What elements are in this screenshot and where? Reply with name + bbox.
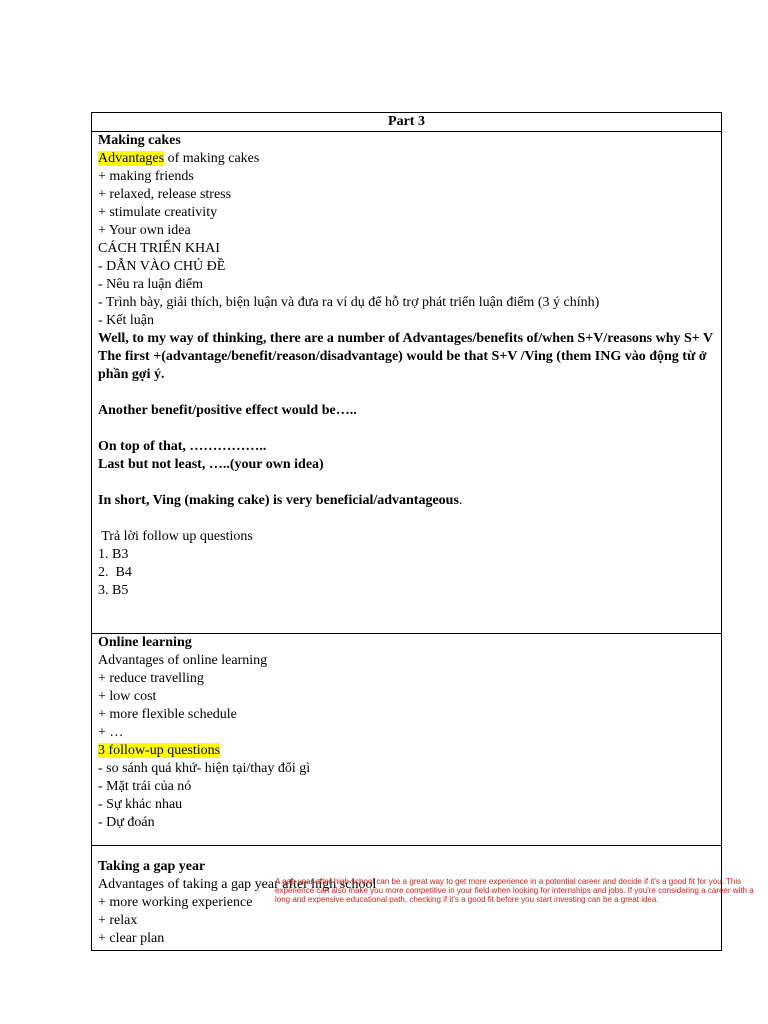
point-item: + more flexible schedule — [98, 707, 237, 722]
point-item: + relaxed, release stress — [98, 187, 232, 202]
point-item: + stimulate creativity — [98, 205, 218, 220]
followup-item: 2. B4 — [98, 565, 132, 580]
template-sentence-3: Another benefit/positive effect would be….. — [98, 403, 357, 418]
step-item: - Trình bày, giải thích, biện luận và đưa ra ví dụ để hỗ trợ phát triển luận điểm (3 ý chính) — [98, 295, 600, 310]
questions-title-line — [98, 742, 715, 760]
point-item: + clear plan — [98, 931, 165, 946]
point-item: + relax — [98, 913, 138, 928]
section-heading: Online learning — [98, 635, 192, 650]
section-subtitle: Advantages of taking a gap year after high school — [98, 877, 377, 892]
content-table — [91, 112, 754, 951]
advantages-line — [98, 150, 715, 168]
followup-title: Trả lời follow up questions — [98, 529, 253, 544]
template-sentence-6-end: . — [458, 493, 463, 508]
template-sentence-4: On top of that, …………….. — [98, 439, 267, 454]
step-item: - Nêu ra luận điểm — [98, 277, 203, 292]
template-sentence-6-bold: In short, Ving (making cake) is very beneficial/advantageous — [98, 493, 459, 508]
template-sentence-5: Last but not least, …..(your own idea) — [98, 457, 324, 472]
method-title: CÁCH TRIỂN KHAI — [98, 241, 220, 256]
followup-item: 3. B5 — [98, 583, 129, 598]
part-title: Part 3 — [92, 113, 721, 132]
question-item: - so sánh quá khứ- hiện tại/thay đổi gì — [98, 761, 311, 776]
step-item: - DẪN VÀO CHỦ ĐỀ — [98, 259, 226, 274]
section-gap-year — [92, 846, 754, 950]
section-making-cakes — [92, 132, 721, 634]
template-sentence-1: Well, to my way of thinking, there are a number of Advantages/benefits of/when S+V/reasons why S+ V — [98, 331, 714, 346]
point-item: + making friends — [98, 169, 194, 184]
section-online-learning — [92, 634, 721, 846]
highlighted-word: Advantages — [98, 151, 165, 166]
point-item: + low cost — [98, 689, 157, 704]
question-item: - Mặt trái của nó — [98, 779, 192, 794]
questions-title: 3 follow-up questions — [98, 743, 221, 758]
question-item: - Sự khác nhau — [98, 797, 183, 812]
point-item: + more working experience — [98, 895, 253, 910]
point-item: + Your own idea — [98, 223, 191, 238]
template-sentence-2: The first +(advantage/benefit/reason/disadvantage) would be that S+V /Ving (them ING vào động từ ở phần gợi ý. — [98, 349, 707, 382]
advantages-rest: of making cakes — [164, 151, 260, 166]
question-item: - Dự đoán — [98, 815, 155, 830]
followup-item: 1. B3 — [98, 547, 129, 562]
point-item: + … — [98, 725, 124, 740]
gap-year-note: A gap year after high school can be a great way to get more experience in a potential career and decide if it's a good fit for you. This experience can also make you more competitive in your field when looking for internships and jobs. If you're considering a career with a long and expensive educational path, checking if it's a good fit before you start investing can be a great idea. — [275, 877, 754, 904]
section-heading: Taking a gap year — [98, 859, 206, 874]
step-item: - Kết luận — [98, 313, 154, 328]
section-heading: Making cakes — [98, 133, 181, 148]
template-sentence-6 — [98, 492, 715, 510]
section-subtitle: Advantages of online learning — [98, 653, 268, 668]
point-item: + reduce travelling — [98, 671, 204, 686]
